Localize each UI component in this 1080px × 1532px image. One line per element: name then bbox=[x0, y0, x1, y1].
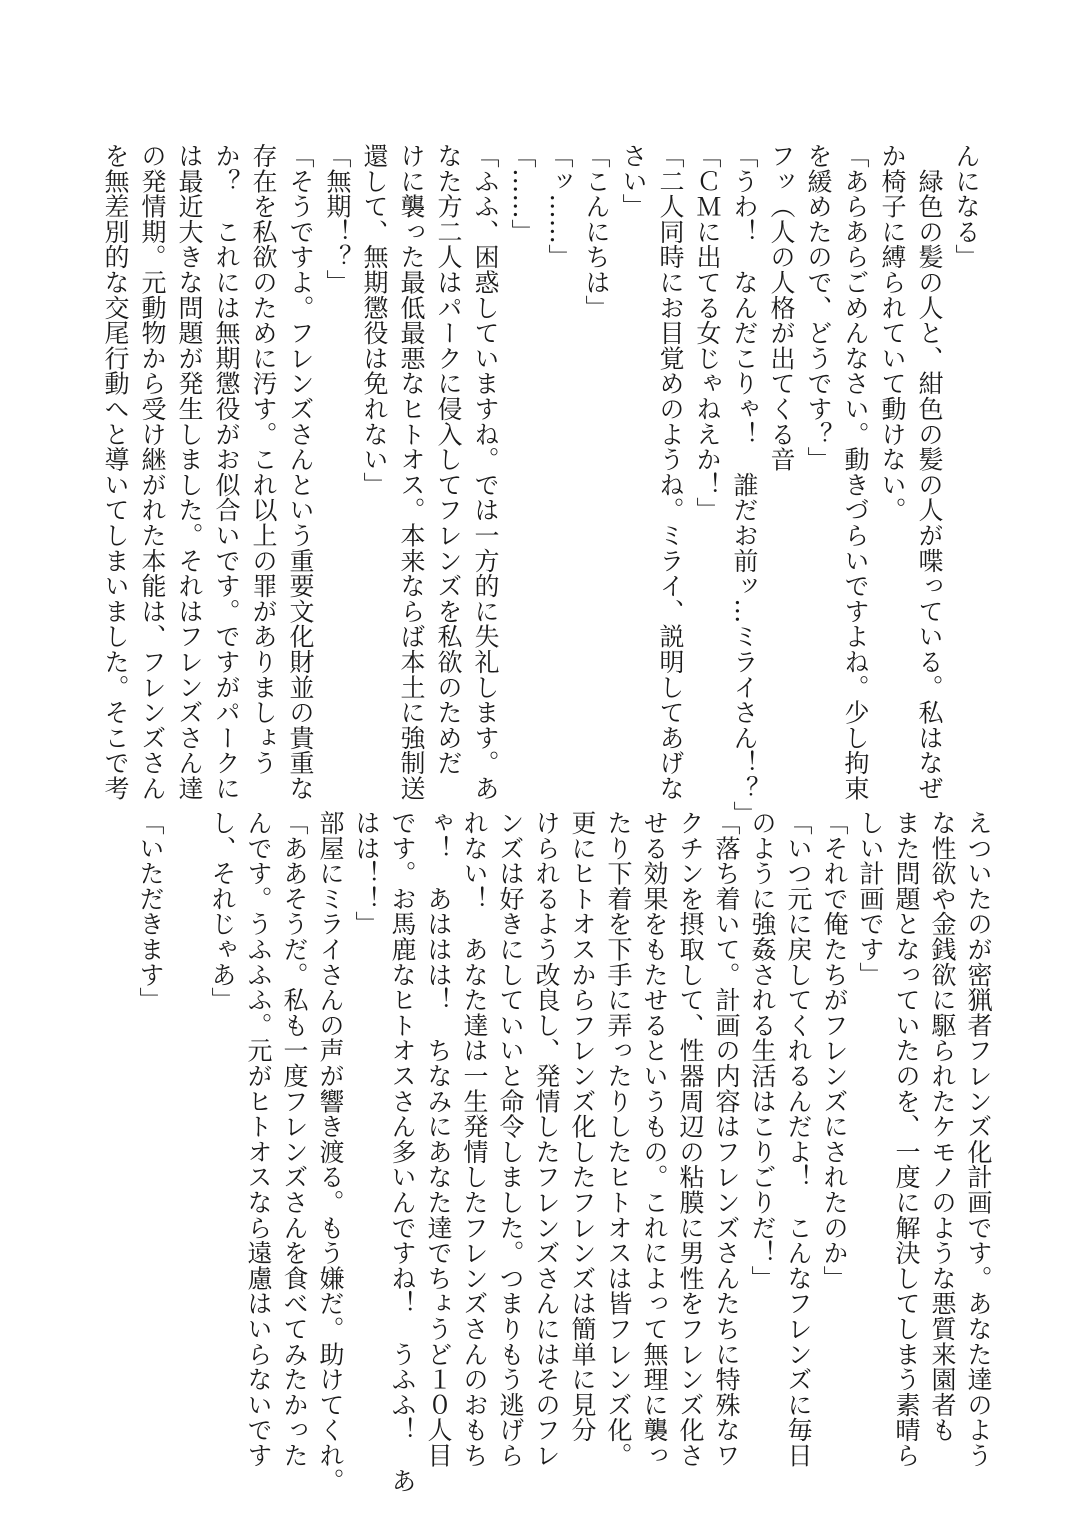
text-column bbox=[168, 810, 204, 1420]
text-column: せる効果をもたせるというもの。これによって無理に襲っ bbox=[640, 810, 669, 1468]
text-column: しい計画です」 bbox=[856, 810, 885, 988]
text-column: 存在を私欲のために汚す。これ以上の罪がありましょう bbox=[249, 143, 278, 776]
text-column: 「ふふ、困惑していますね。では一方的に失礼します。あ bbox=[471, 143, 500, 801]
text-column: 緑色の髪の人と、紺色の髪の人が喋っている。私はなぜ bbox=[915, 143, 944, 801]
text-column: んです。うふふふ。元がヒトオスなら遠慮はいらないです bbox=[244, 810, 273, 1468]
text-column: はは！！」 bbox=[352, 810, 381, 937]
text-column: けに襲った最低最悪なヒトオス。本来ならば本土に強制送 bbox=[397, 143, 426, 801]
text-column: を無差別的な交尾行動へと導いてしまいました。そこで考 bbox=[101, 143, 130, 801]
text-column: 「落ち着いて。計画の内容はフレンズさんたちに特殊なワ bbox=[712, 810, 741, 1468]
text-column: です。お馬鹿なヒトオスさん多いんですね！ うふふ！ あ bbox=[388, 810, 417, 1494]
text-column: えついたのが密猟者フレンズ化計画です。あなた達のよう bbox=[964, 810, 993, 1468]
text-column: 「あらあらごめんなさい。動きづらいですよね。少し拘束 bbox=[841, 143, 870, 801]
text-column: ゃ！ あははは！ ちなみにあなた達でちょうど１０人目 bbox=[424, 810, 453, 1468]
text-column: し、それじゃあ」 bbox=[208, 810, 237, 1013]
text-column: 部屋にミライさんの声が響き渡る。もう嫌だ。助けてくれ。 bbox=[316, 810, 345, 1494]
text-column: 「二人同時にお目覚めのようね。ミライ、説明してあげな bbox=[656, 143, 685, 801]
text-column: 「……」 bbox=[508, 143, 537, 245]
text-column: けられるよう改良し、発情したフレンズさんにはそのフレ bbox=[532, 810, 561, 1468]
text-column: 「ああそうだ。私も一度フレンズさんを食べてみたかった bbox=[280, 810, 309, 1468]
text-column: 「うわ！ なんだこりゃ！ 誰だお前ッ…ミライさん！？」 bbox=[730, 143, 759, 827]
text-column: 「ッ……」 bbox=[545, 143, 574, 270]
text-block-bottom bbox=[132, 810, 996, 1494]
text-column: か椅子に縛られていて動けない。 bbox=[878, 143, 907, 523]
text-column: さい」 bbox=[619, 143, 648, 219]
text-column: 「それで俺たちがフレンズにされたのか」 bbox=[820, 810, 849, 1291]
text-column: なた方二人はパークに侵入してフレンズを私欲のためだ bbox=[434, 143, 463, 776]
text-column: 「ＣＭに出てる女じゃねえか！」 bbox=[693, 143, 722, 523]
text-column: たり下着を下手に弄ったりしたヒトオスは皆フレンズ化。 bbox=[604, 810, 633, 1468]
text-column: んになる」 bbox=[952, 143, 981, 270]
text-column: 「そうですよ。フレンズさんという重要文化財並の貴重な bbox=[286, 143, 315, 801]
text-block-top bbox=[97, 143, 985, 827]
text-column: 「いつ元に戻してくれるんだよ！ こんなフレンズに毎日 bbox=[784, 810, 813, 1468]
text-column: 更にヒトオスからフレンズ化したフレンズは簡単に見分 bbox=[568, 810, 597, 1443]
text-column: ンズは好きにしていいと命令しました。つまりもう逃げら bbox=[496, 810, 525, 1468]
text-column: また問題となっていたのを、一度に解決してしまう素晴ら bbox=[892, 810, 921, 1468]
text-column: の発情期。元動物から受け継がれた本能は、フレンズさん bbox=[138, 143, 167, 801]
text-column: 「こんにちは」 bbox=[582, 143, 611, 321]
text-column: れない！ あなた達は一生発情したフレンズさんのおもち bbox=[460, 810, 489, 1468]
text-column: クチンを摂取して、性器周辺の粘膜に男性をフレンズ化さ bbox=[676, 810, 705, 1468]
text-column: な性欲や金銭欲に駆られたケモノのような悪質来園者も bbox=[928, 810, 957, 1443]
text-column: 還して、無期懲役は免れない」 bbox=[360, 143, 389, 498]
text-column: 「無期！？」 bbox=[323, 143, 352, 295]
text-column: を緩めたので、どうです？」 bbox=[804, 143, 833, 472]
text-column: のように強姦される生活はこりごりだ！」 bbox=[748, 810, 777, 1291]
text-column: 「いただきます」 bbox=[136, 810, 165, 1013]
text-column: は最近大きな問題が発生しました。それはフレンズさん達 bbox=[175, 143, 204, 801]
text-column: か？ これには無期懲役がお似合いです。ですがパークに bbox=[212, 143, 241, 801]
text-column: フッ（人の人格が出てくる音 bbox=[767, 143, 796, 472]
